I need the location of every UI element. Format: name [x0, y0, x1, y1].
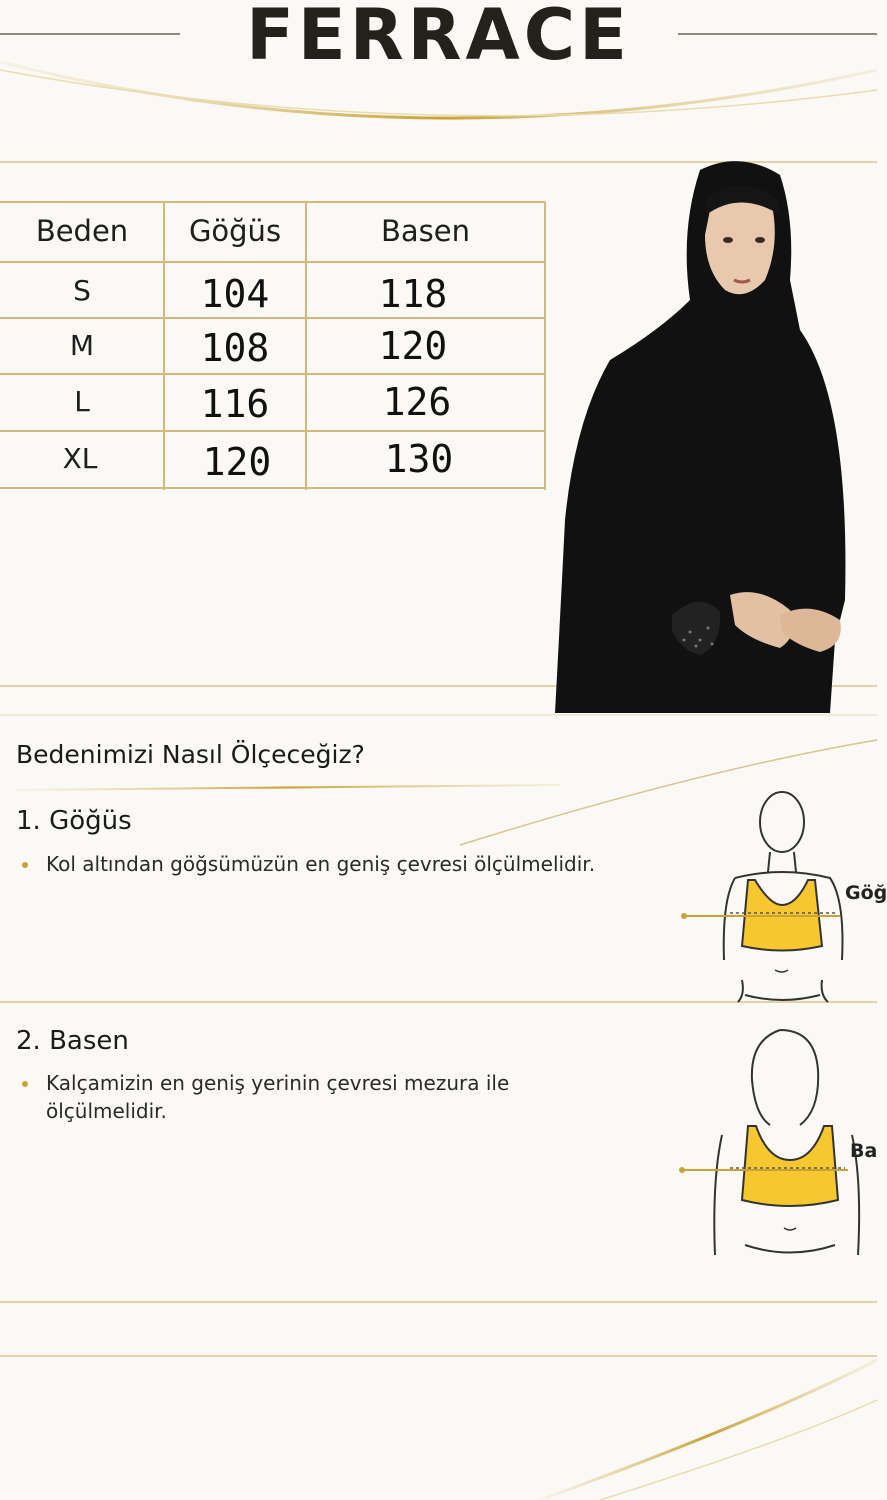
- gogus-l: 116: [200, 382, 270, 426]
- size-l: L: [74, 385, 90, 418]
- basen-s: 118: [378, 272, 448, 316]
- header-basen: Basen: [381, 214, 470, 248]
- gogus-callout: Göğ: [845, 882, 887, 904]
- guide-title: Bedenimizi Nasıl Ölçeceğiz?: [16, 740, 365, 769]
- basen-l: 126: [382, 380, 452, 424]
- size-m: M: [69, 329, 95, 362]
- basen-description: Kalçamizin en geniş yerinin çevresi mezura ile ölçülmelidir.: [46, 1071, 510, 1123]
- gogus-title: 1. Göğüs: [16, 806, 132, 836]
- brand-title: FERRACE: [246, 0, 631, 76]
- basen-callout: Ba: [850, 1140, 878, 1162]
- gogus-description: Kol altından göğsümüzün en geniş çevresi ölçülmelidir.: [46, 852, 596, 876]
- header-beden: Beden: [35, 214, 129, 248]
- basen-xl: 130: [384, 437, 454, 481]
- basen-m: 120: [378, 324, 448, 368]
- header-gogus: Göğüs: [188, 214, 282, 248]
- size-xl: XL: [62, 442, 98, 475]
- basen-title: 2. Basen: [16, 1026, 129, 1056]
- gogus-xl: 120: [202, 440, 272, 484]
- gogus-m: 108: [200, 326, 270, 370]
- gogus-s: 104: [200, 272, 270, 316]
- size-s: S: [73, 274, 91, 307]
